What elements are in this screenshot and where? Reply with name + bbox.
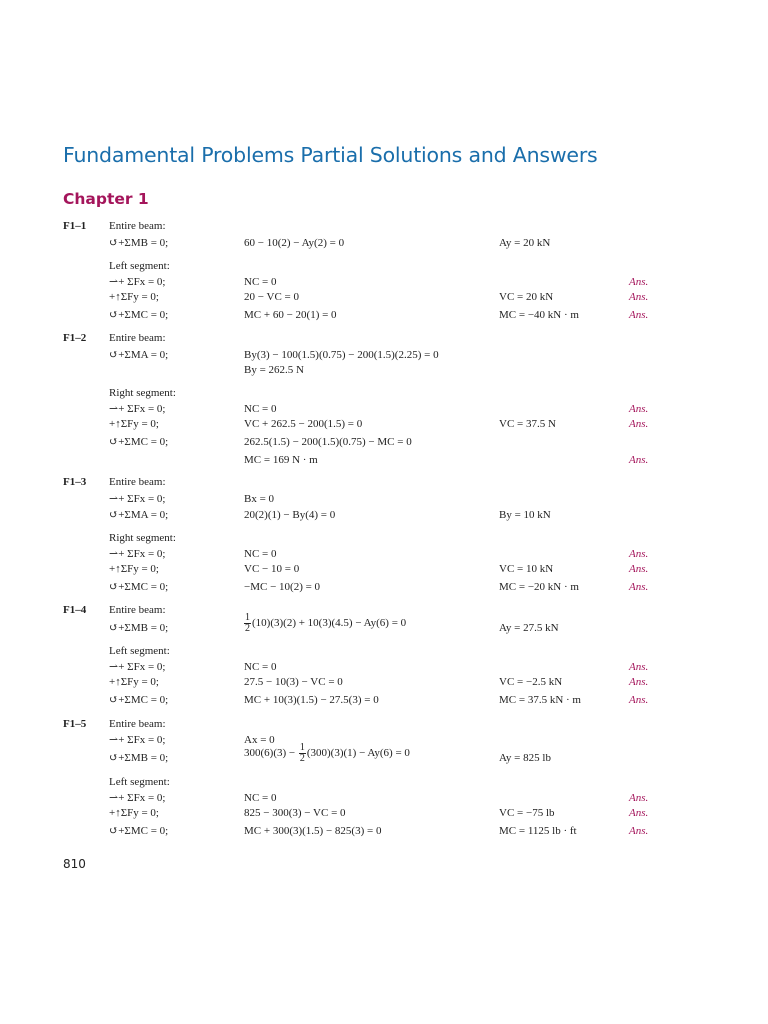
section-label: Entire beam: bbox=[109, 718, 166, 730]
fraction-denominator: 2 bbox=[299, 753, 305, 764]
page-number: 810 bbox=[63, 857, 86, 871]
answer-label: Ans. bbox=[629, 291, 649, 303]
section-label: Left segment: bbox=[109, 260, 170, 272]
equation-work-text: (300)(3)(1) − Ay(6) = 0 bbox=[306, 747, 410, 760]
page-title: Fundamental Problems Partial Solutions and Answers bbox=[63, 143, 598, 167]
equation-result: VC = −2.5 kN bbox=[499, 676, 563, 688]
equation-work: MC + 300(3)(1.5) − 825(3) = 0 bbox=[244, 825, 382, 837]
equation-condition: ↺+ΣMA = 0; bbox=[109, 509, 169, 521]
equation-result: VC = 10 kN bbox=[499, 563, 554, 575]
equation-result: MC = 1125 lb · ft bbox=[499, 825, 577, 837]
equation-condition: +↑ΣFy = 0; bbox=[109, 563, 159, 575]
equation-result: Ay = 825 lb bbox=[499, 752, 551, 764]
equation-result: VC = −75 lb bbox=[499, 807, 555, 819]
section-label: Entire beam: bbox=[109, 332, 166, 344]
answer-label: Ans. bbox=[629, 309, 649, 321]
equation-work: 20 − VC = 0 bbox=[244, 291, 299, 303]
equation-work-text: (10)(3)(2) + 10(3)(4.5) − Ay(6) = 0 bbox=[252, 617, 407, 630]
equation-work: Bx = 0 bbox=[244, 493, 275, 505]
problem-label: F1–4 bbox=[63, 604, 87, 616]
section-label: Right segment: bbox=[109, 532, 176, 544]
equation-work: 262.5(1.5) − 200(1.5)(0.75) − MC = 0 bbox=[244, 436, 412, 448]
answer-label: Ans. bbox=[629, 403, 649, 415]
equation-condition: +↑ΣFy = 0; bbox=[109, 676, 159, 688]
equation-condition: +↑ΣFy = 0; bbox=[109, 418, 159, 430]
equation-work: By = 262.5 N bbox=[244, 364, 304, 376]
equation-work bbox=[243, 613, 406, 634]
fraction-numerator: 1 bbox=[299, 742, 305, 753]
equation-result: VC = 37.5 N bbox=[499, 418, 556, 430]
fraction-numerator: 1 bbox=[245, 612, 250, 623]
equation-result: MC = −40 kN · m bbox=[499, 309, 579, 321]
equation-condition: +↑ΣFy = 0; bbox=[109, 807, 159, 819]
equation-condition: ↺+ΣMC = 0; bbox=[109, 825, 169, 837]
problem-label: F1–1 bbox=[63, 220, 87, 232]
chapter-heading: Chapter 1 bbox=[63, 190, 149, 208]
equation-condition: ↺+ΣMA = 0; bbox=[109, 349, 169, 361]
equation-work: NC = 0 bbox=[244, 403, 277, 415]
fraction bbox=[299, 743, 306, 764]
section-label: Entire beam: bbox=[109, 220, 166, 232]
equation-condition: ↺+ΣMC = 0; bbox=[109, 436, 169, 448]
problem-label: F1–3 bbox=[63, 476, 87, 488]
equation-condition: ⇀+ ΣFx = 0; bbox=[109, 276, 166, 288]
equation-work-text: 300(6)(3) − bbox=[244, 747, 296, 760]
equation-work: −MC − 10(2) = 0 bbox=[244, 581, 321, 593]
equation-work: NC = 0 bbox=[244, 548, 277, 560]
problem-label: F1–2 bbox=[63, 332, 87, 344]
answer-label: Ans. bbox=[629, 581, 649, 593]
equation-condition: ⇀+ ΣFx = 0; bbox=[109, 792, 166, 804]
section-label: Left segment: bbox=[109, 645, 170, 657]
section-label: Entire beam: bbox=[109, 604, 166, 616]
section-label: Left segment: bbox=[109, 776, 170, 788]
equation-work: Ax = 0 bbox=[244, 734, 275, 746]
equation-work: By(3) − 100(1.5)(0.75) − 200(1.5)(2.25) = 0 bbox=[244, 349, 439, 361]
equation-work: 60 − 10(2) − Ay(2) = 0 bbox=[244, 237, 345, 249]
answer-label: Ans. bbox=[629, 418, 649, 430]
equation-work bbox=[244, 743, 410, 764]
equation-condition: ↺+ΣMB = 0; bbox=[109, 622, 169, 634]
equation-condition: ↺+ΣMC = 0; bbox=[109, 694, 169, 706]
equation-work: 27.5 − 10(3) − VC = 0 bbox=[244, 676, 343, 688]
section-label: Entire beam: bbox=[109, 476, 166, 488]
answer-label: Ans. bbox=[629, 563, 649, 575]
equation-work: NC = 0 bbox=[244, 661, 277, 673]
equation-condition: ↺+ΣMB = 0; bbox=[109, 752, 169, 764]
problem-label: F1–5 bbox=[63, 718, 87, 730]
equation-condition: ↺+ΣMC = 0; bbox=[109, 581, 169, 593]
answer-label: Ans. bbox=[629, 807, 649, 819]
equation-result: VC = 20 kN bbox=[499, 291, 554, 303]
equation-condition: ⇀+ ΣFx = 0; bbox=[109, 661, 166, 673]
fraction-denominator: 2 bbox=[245, 623, 250, 634]
equation-condition: ↺+ΣMC = 0; bbox=[109, 309, 169, 321]
equation-condition: ⇀+ ΣFx = 0; bbox=[109, 734, 166, 746]
equation-result: Ay = 27.5 kN bbox=[499, 622, 559, 634]
answer-label: Ans. bbox=[629, 661, 649, 673]
equation-work: 825 − 300(3) − VC = 0 bbox=[244, 807, 346, 819]
equation-work: VC + 262.5 − 200(1.5) = 0 bbox=[244, 418, 363, 430]
fraction bbox=[244, 613, 251, 634]
equation-work: VC − 10 = 0 bbox=[244, 563, 300, 575]
equation-work: NC = 0 bbox=[244, 276, 277, 288]
answer-label: Ans. bbox=[629, 825, 649, 837]
equation-work: MC + 60 − 20(1) = 0 bbox=[244, 309, 337, 321]
equation-result: By = 10 kN bbox=[499, 509, 551, 521]
answer-label: Ans. bbox=[629, 548, 649, 560]
equation-condition: ↺+ΣMB = 0; bbox=[109, 237, 169, 249]
section-label: Right segment: bbox=[109, 387, 176, 399]
equation-work: MC = 169 N · m bbox=[244, 454, 318, 466]
equation-work: NC = 0 bbox=[244, 792, 277, 804]
equation-condition: ⇀+ ΣFx = 0; bbox=[109, 548, 166, 560]
answer-label: Ans. bbox=[629, 792, 649, 804]
answer-label: Ans. bbox=[629, 676, 649, 688]
equation-result: MC = 37.5 kN · m bbox=[499, 694, 581, 706]
equation-work: MC + 10(3)(1.5) − 27.5(3) = 0 bbox=[244, 694, 379, 706]
equation-result: Ay = 20 kN bbox=[499, 237, 551, 249]
equation-work: 20(2)(1) − By(4) = 0 bbox=[244, 509, 336, 521]
equation-condition: ⇀+ ΣFx = 0; bbox=[109, 493, 166, 505]
answer-label: Ans. bbox=[629, 276, 649, 288]
answer-label: Ans. bbox=[629, 694, 649, 706]
equation-condition: ⇀+ ΣFx = 0; bbox=[109, 403, 166, 415]
equation-condition: +↑ΣFy = 0; bbox=[109, 291, 159, 303]
answer-label: Ans. bbox=[629, 454, 649, 466]
equation-result: MC = −20 kN · m bbox=[499, 581, 579, 593]
